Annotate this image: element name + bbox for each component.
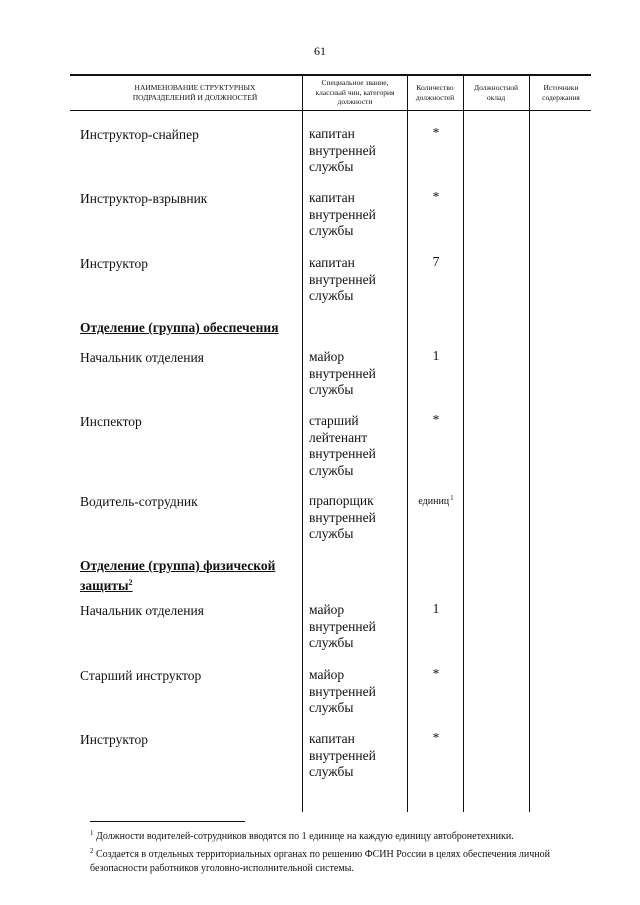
position-quantity: * — [432, 125, 440, 140]
position-name: Инспектор — [80, 414, 142, 429]
position-rank: капитан внутренней службы — [309, 731, 376, 779]
position-quantity: * — [432, 666, 440, 681]
page-number: 61 — [314, 44, 326, 58]
position-rank: прапорщик внутренней службы — [309, 493, 376, 541]
column-divider-2 — [407, 75, 408, 812]
footnote-ref: 1 — [450, 494, 454, 502]
section-title: Отделение (группа) обеспечения — [80, 320, 279, 335]
footnote-mark: 1 — [90, 829, 94, 837]
footnote-text: Создается в отдельных территориальных органах по решению ФСИН России в целях обеспечения личной безопасности работников уголовно-исполнительной системы. — [90, 849, 550, 874]
position-rank: майор внутренней службы — [309, 602, 376, 650]
position-quantity: * — [432, 412, 440, 427]
position-name: Инструктор — [80, 256, 148, 271]
footnote-mark: 2 — [90, 847, 94, 855]
quantity-text: единиц — [418, 496, 450, 507]
column-divider-3 — [463, 75, 464, 812]
header-structural-units: НАИМЕНОВАНИЕ СТРУКТУРНЫХ ПОДРАЗДЕЛЕНИЙ И ДОЛЖНОСТЕЙ — [132, 83, 258, 102]
footnote-2 — [90, 844, 600, 876]
position-rank: майор внутренней службы — [309, 667, 376, 715]
position-quantity — [410, 494, 462, 507]
position-name: Старший инструктор — [80, 668, 202, 683]
header-salary: Должностной оклад — [473, 83, 519, 102]
position-quantity: * — [432, 730, 440, 745]
table-header-divider — [70, 110, 591, 111]
footnote-ref: 2 — [128, 578, 133, 587]
position-quantity: * — [432, 189, 440, 204]
column-divider-1 — [302, 75, 303, 812]
footnote-1 — [90, 826, 600, 844]
position-rank: капитан внутренней службы — [309, 255, 376, 303]
section-title — [80, 557, 300, 594]
position-quantity: 1 — [432, 348, 440, 363]
position-quantity: 7 — [432, 254, 440, 269]
position-name: Инструктор — [80, 732, 148, 747]
position-quantity: 1 — [432, 601, 440, 616]
position-rank: старший лейтенант внутренней службы — [309, 413, 376, 478]
position-name: Инструктор-взрывник — [80, 191, 208, 206]
footnotes — [90, 826, 600, 876]
header-quantity: Количество должностей — [415, 83, 455, 102]
position-name: Начальник отделения — [80, 350, 204, 365]
section-title-text: Отделение (группа) физической защиты — [80, 558, 276, 593]
position-name: Водитель-сотрудник — [80, 494, 198, 509]
footnote-text: Должности водителей-сотрудников вводятся по 1 единице на каждую единицу автобронетехники. — [96, 831, 514, 842]
header-rank: Специальное звание, классный чин, категория должности — [315, 78, 395, 107]
position-name: Инструктор-снайпер — [80, 127, 199, 142]
position-rank: капитан внутренней службы — [309, 126, 376, 174]
header-funding-source: Источники содержания — [542, 83, 580, 102]
footnote-separator — [90, 821, 245, 822]
position-name: Начальник отделения — [80, 603, 204, 618]
column-divider-4 — [529, 75, 530, 812]
position-rank: капитан внутренней службы — [309, 190, 376, 238]
position-rank: майор внутренней службы — [309, 349, 376, 397]
